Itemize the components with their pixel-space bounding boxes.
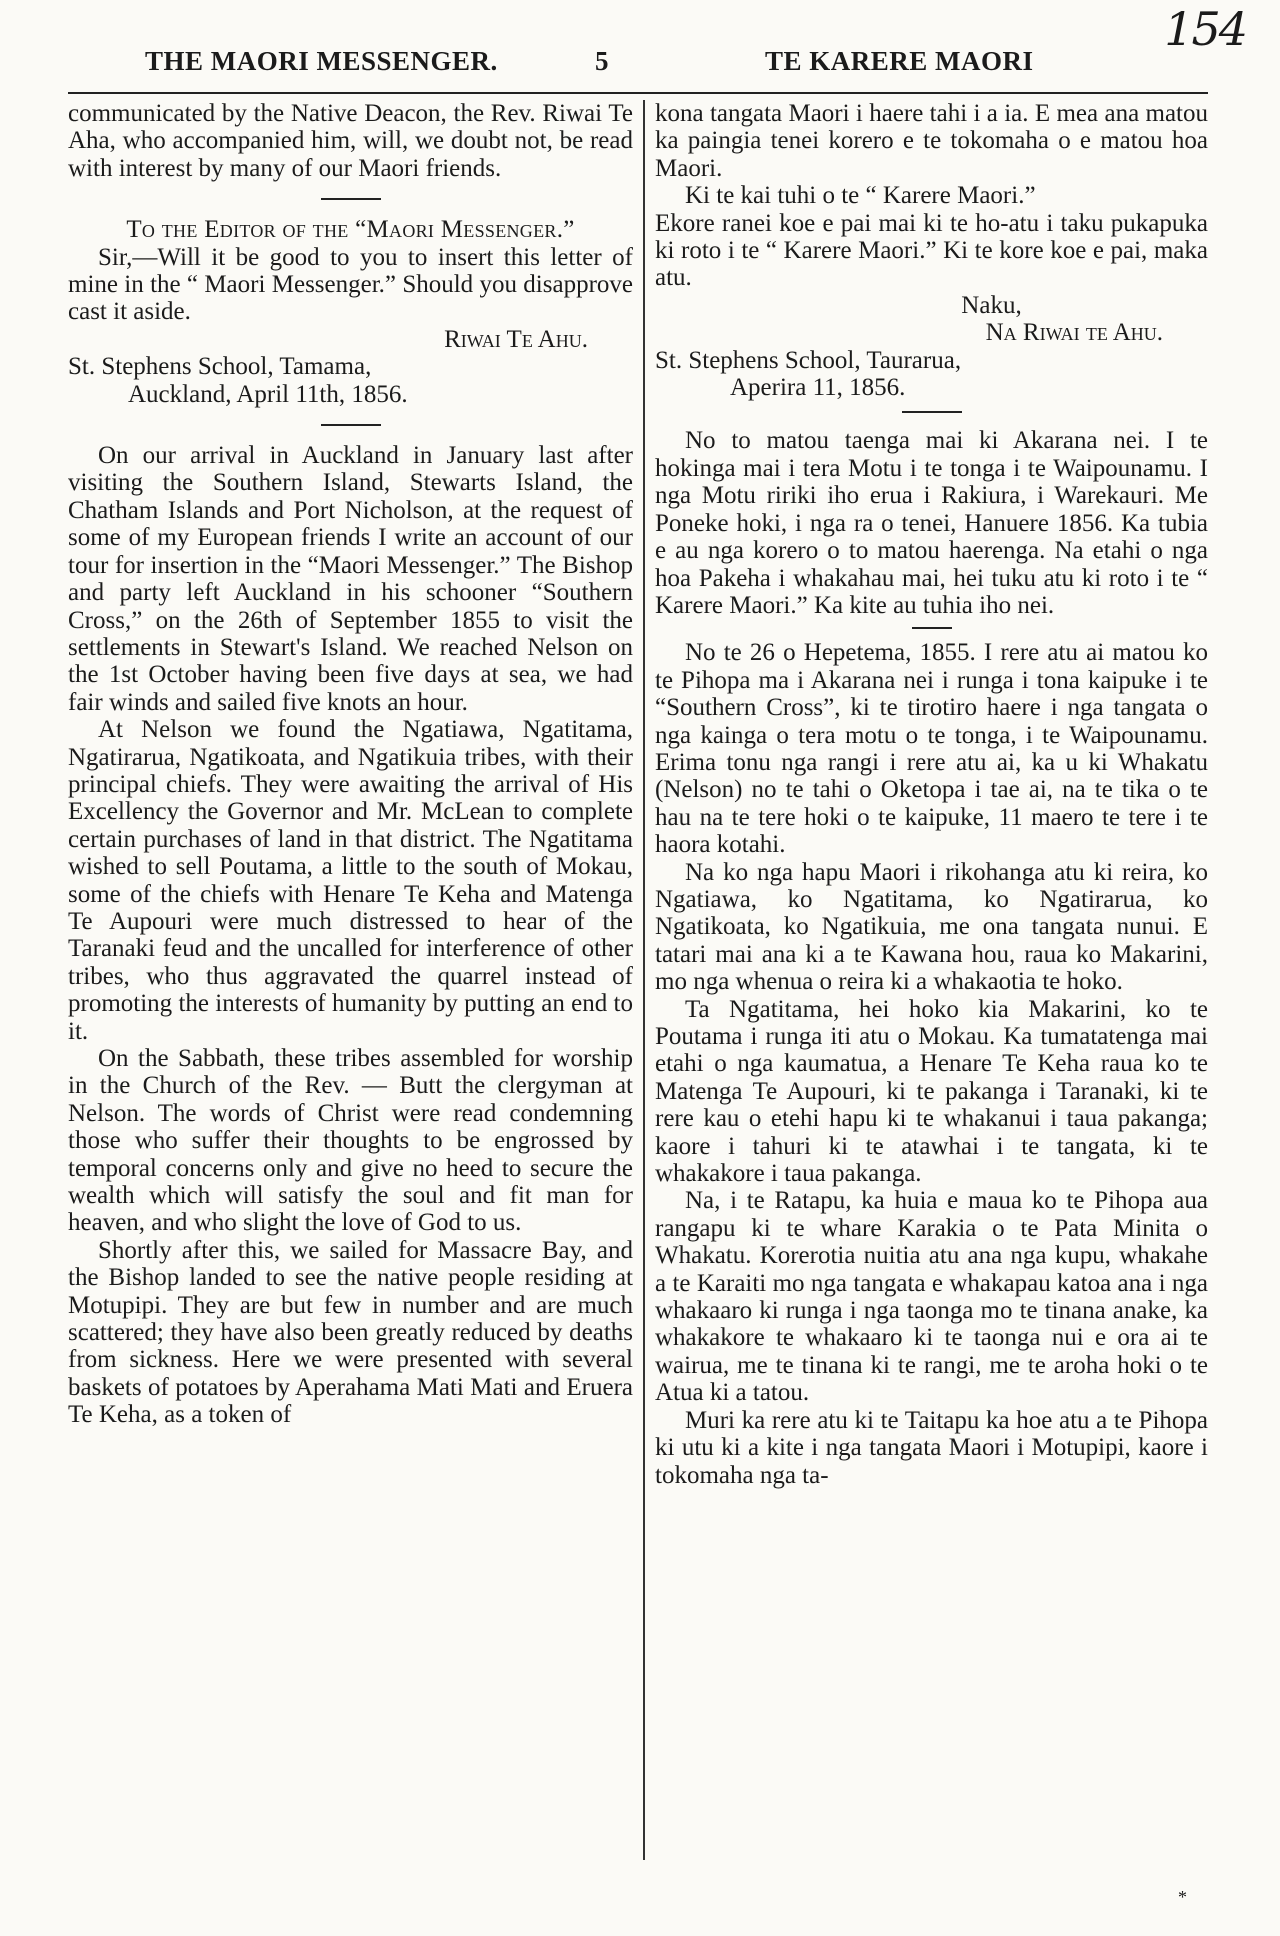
maori-letter-place: St. Stephens School, Taurarua, <box>655 346 962 374</box>
maori-sign-off: Naku, <box>961 291 1022 319</box>
footer-mark: * <box>1178 1887 1187 1907</box>
english-paragraph: On the Sabbath, these tribes assembled for worship in the Church of the Rev. — Butt the clergyman at Nelson. The words of Christ were read condemning those who suffer their thoughts to be engrossed by temporal concerns only and give no heed to secure the wealth which will satisfy the soul and fit man for heaven, and who slight the love of God to us. <box>68 1045 633 1237</box>
maori-paragraph: Na ko nga hapu Maori i rikohanga atu ki reira, ko Ngatiawa, ko Ngatitama, ko Ngatirarua, ko Ngatikoata, ko Ngatikuia, me ona tangata nunui. E tatari mai ana ki a te Kawana hou, raua ko Makarini, mo nga whenua o reira ki a whakaotia te hoko. <box>655 858 1208 996</box>
maori-paragraph: Muri ka rere atu ki te Taitapu ka hoe atu a te Pihopa ki utu ki a kite i nga tangata Maori i Motupipi, kaore i tokomaha nga ta- <box>655 1406 1208 1489</box>
maori-paragraph: No te 26 o Hepetema, 1855. I rere atu ai matou ko te Pihopa ma i Akarana nei i runga i tona kaipuke i te “Southern Cross”, ki te tirotiro haere i nga tangata o nga kainga o tera motu o te tonga, i te Waipounamu. Erima tonu nga rangi i rere atu ai, ka u ki Whakatu (Nelson) no te tahi o Oketopa i tae ai, na te tika o te hau na te tere hoki o te kaipuke, 11 maero te tere i te haora kotahi. <box>655 639 1208 859</box>
header-english-title: THE MAORI MESSENGER. <box>145 46 498 76</box>
english-letter-body: Sir,—Will it be good to you to insert this letter of mine in the “ Maori Messenger.” Should you disapprove cast it aside. <box>68 243 633 326</box>
english-column <box>68 100 633 1429</box>
english-letter-address: To the Editor of the “Maori Messenger.” <box>126 216 575 244</box>
handwritten-page-number: 154 <box>1164 2 1246 56</box>
maori-letter-body: Ekore ranei koe e pai mai ki te ho-atu i taku pukapuka ki roto i te “ Karere Maori.” Ki te kore koe e pai, maka atu. <box>655 209 1208 292</box>
separator-rule <box>321 198 381 200</box>
separator-rule <box>321 424 381 426</box>
english-paragraph: Shortly after this, we sailed for Massacre Bay, and the Bishop landed to see the native people residing at Motupipi. They are but few in number and are much scattered; they have also been greatly reduced by deaths from sickness. Here we were presented with several baskets of potatoes by Aperahama Mati Mati and Eruera Te Keha, as a token of <box>68 1236 633 1429</box>
maori-intro: kona tangata Maori i haere tahi i a ia. E mea ana matou ka paingia tenei korero e te tokomaha o e matou hoa Maori. <box>655 100 1208 182</box>
maori-letter-signature: Na Riwai te Ahu. <box>985 319 1163 347</box>
header-rule <box>68 92 1208 94</box>
maori-letter-address: Ki te kai tuhi o te “ Karere Maori.” <box>685 182 1036 210</box>
english-paragraph: At Nelson we found the Ngatiawa, Ngatitama, Ngatirarua, Ngatikoata, and Ngatikuia tribes, with their principal chiefs. They were awaiting the arrival of His Excellency the Governor and Mr. McLean to complete certain purchases of land in that district. The Ngatitama wished to sell Poutama, a little to the south of Mokau, some of the chiefs with Henare Te Keha and Matenga Te Aupouri were much distressed to hear of the Taranaki feud and the uncalled for interference of other tribes, who thus aggravated the quarrel instead of promoting the interests of humanity by putting an end to it. <box>68 716 633 1045</box>
english-intro: communicated by the Native Deacon, the Rev. Riwai Te Aha, who accompanied him, will, we doubt not, be read with interest by many of our Maori friends. <box>68 100 633 182</box>
english-letter-date: Auckland, April 11th, 1856. <box>128 380 408 408</box>
separator-rule <box>902 411 962 413</box>
english-letter-place: St. Stephens School, Tamama, <box>68 353 372 381</box>
header-maori-title: TE KARERE MAORI <box>765 46 1034 76</box>
maori-letter-date: Aperira 11, 1856. <box>730 374 906 402</box>
english-paragraph: On our arrival in Auckland in January last after visiting the Southern Island, Stewarts Island, the Chatham Islands and Port Nicholson, at the request of some of my European friends I write an account of our tour for insertion in the “Maori Messenger.” The Bishop and party left Auckland in his schooner “Southern Cross,” on the 26th of September 1855 to visit the settlements in Stewart's Island. We reached Nelson on the 1st October having been five days at sea, we had fair winds and sailed five knots an hour. <box>68 442 633 716</box>
page-header <box>145 40 1205 80</box>
maori-column <box>655 100 1208 1489</box>
column-divider <box>643 100 645 1860</box>
separator-rule <box>912 627 952 629</box>
maori-paragraph: No to matou taenga mai ki Akarana nei. I te hokinga mai i tera Motu i te tonga i te Waipounamu. I nga Motu ririki iho erua i Rakiura, i Warekauri. Me Poneke hoki, i nga ra o tenei, Hanuere 1856. Ka tubia e au nga korero o to matou haerenga. Na etahi o nga hoa Pakeha i whakahau mai, hei tuku atu ki roto i te “ Karere Maori.” Ka kite au tuhia iho nei. <box>655 427 1208 619</box>
maori-paragraph: Na, i te Ratapu, ka huia e maua ko te Pihopa aua rangapu ki te whare Karakia o te Pata Minita o Whakatu. Korerotia nuitia atu ana nga kupu, whakahe a te Karaiti mo nga tangata e whakapau katoa ana i nga whakaaro ki runga i nga taonga mo te tinana anake, ka whakakore te whakaaro ki te taonga nui e ora ai te wairua, me te tinana ki te rangi, me te aroha hoki o te Atua ki a tatou. <box>655 1187 1208 1407</box>
maori-paragraph: Ta Ngatitama, hei hoko kia Makarini, ko te Poutama i runga iti atu o Mokau. Ka tumatatenga mai etahi o nga kaumatua, a Henare Te Keha raua ko te Matenga Te Aupouri, ki te pakanga i Taranaki, ki te rere kau o etehi hapu ki te whakanui i taua pakanga; kaore i tahuri ki te atawhai i te tangata, ki te whakakore i taua pakanga. <box>655 995 1208 1188</box>
header-page-number: 5 <box>595 46 609 76</box>
english-letter-signature: Riwai Te Ahu. <box>444 325 588 353</box>
